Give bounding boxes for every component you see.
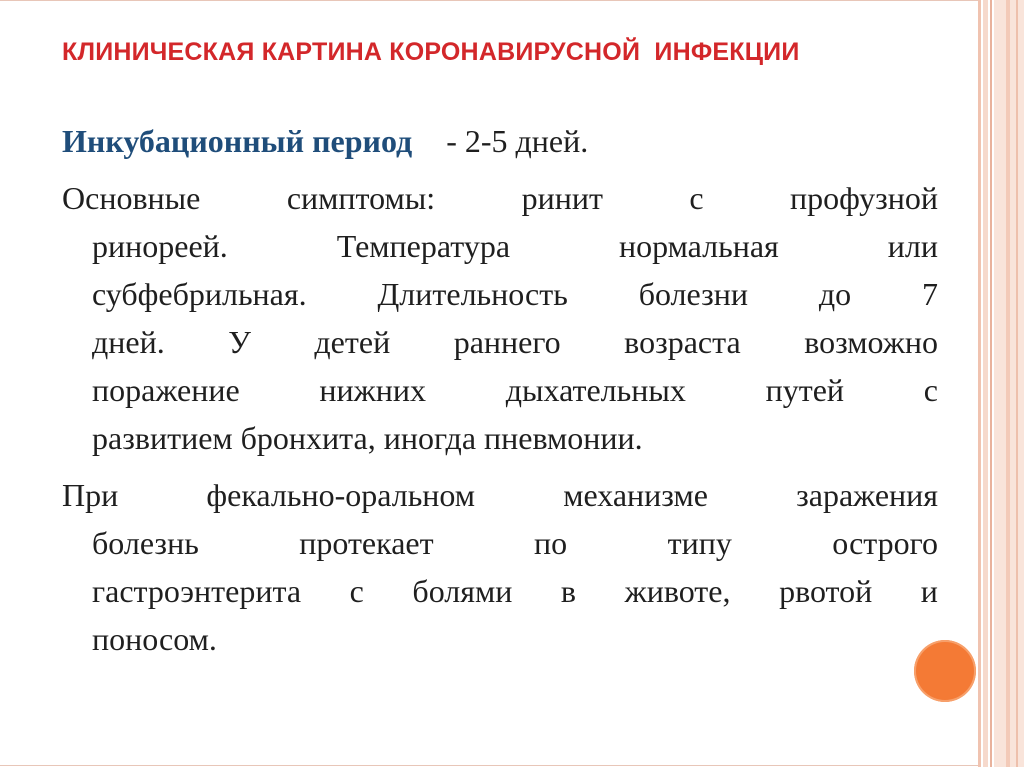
decorative-circle <box>914 640 976 702</box>
decorative-stripe <box>978 0 981 767</box>
text-line <box>62 174 938 222</box>
decorative-stripe <box>990 0 992 767</box>
decorative-stripe <box>1016 0 1018 767</box>
word: детей <box>314 324 391 360</box>
top-border-line <box>0 0 980 1</box>
word: или <box>887 228 938 264</box>
word: механизме <box>563 477 708 513</box>
word: болезни <box>638 276 748 312</box>
text-line <box>92 366 938 414</box>
word: нормальная <box>619 228 779 264</box>
word: 7 <box>922 276 938 312</box>
word: с <box>689 180 704 216</box>
word: дыхательных <box>505 372 686 408</box>
text-line <box>92 222 938 270</box>
word: Основные <box>62 180 201 216</box>
word: Длительность <box>377 276 568 312</box>
word: рвотой <box>779 573 873 609</box>
word: раннего <box>453 324 561 360</box>
word: субфебрильная. <box>92 276 307 312</box>
text-line <box>92 519 938 567</box>
incubation-line <box>62 117 762 165</box>
text-line <box>92 567 938 615</box>
word: профузной <box>790 180 938 216</box>
word: протекает <box>299 525 434 561</box>
word: дней. <box>92 324 165 360</box>
word: заражения <box>796 477 938 513</box>
text-line <box>92 414 938 462</box>
word: возможно <box>804 324 938 360</box>
word: Температура <box>336 228 511 264</box>
word: При <box>62 477 119 513</box>
word: в <box>560 573 577 609</box>
text-line <box>92 318 938 366</box>
word: симптомы: <box>286 180 436 216</box>
word: с <box>923 372 938 408</box>
slide-title: КЛИНИЧЕСКАЯ КАРТИНА КОРОНАВИРУСНОЙ ИНФЕКЦИИ <box>62 38 800 66</box>
word: до <box>818 276 852 312</box>
word: животе, <box>624 573 731 609</box>
word: поносом. <box>92 621 217 657</box>
word: болезнь <box>92 525 199 561</box>
word: болями <box>412 573 513 609</box>
text-line <box>92 615 938 663</box>
text-line <box>92 270 938 318</box>
incubation-value: - 2-5 дней. <box>446 123 589 159</box>
word: путей <box>765 372 845 408</box>
word: ринореей. <box>92 228 228 264</box>
word: и <box>920 573 938 609</box>
word: гастроэнтерита <box>92 573 302 609</box>
word: нижних <box>319 372 427 408</box>
decorative-stripe <box>983 0 988 767</box>
word: острого <box>832 525 938 561</box>
word: развитием бронхита, иногда пневмонии. <box>92 420 643 456</box>
incubation-label: Инкубационный период <box>62 123 413 159</box>
word: ринит <box>521 180 603 216</box>
word: с <box>349 573 364 609</box>
word: возраста <box>624 324 741 360</box>
word: фекально-оральном <box>206 477 476 513</box>
decorative-stripe <box>1006 0 1010 767</box>
text-line <box>62 471 938 519</box>
word: поражение <box>92 372 240 408</box>
bottom-border-line <box>0 765 980 766</box>
word: типу <box>667 525 732 561</box>
word: по <box>534 525 568 561</box>
word: У <box>228 324 251 360</box>
